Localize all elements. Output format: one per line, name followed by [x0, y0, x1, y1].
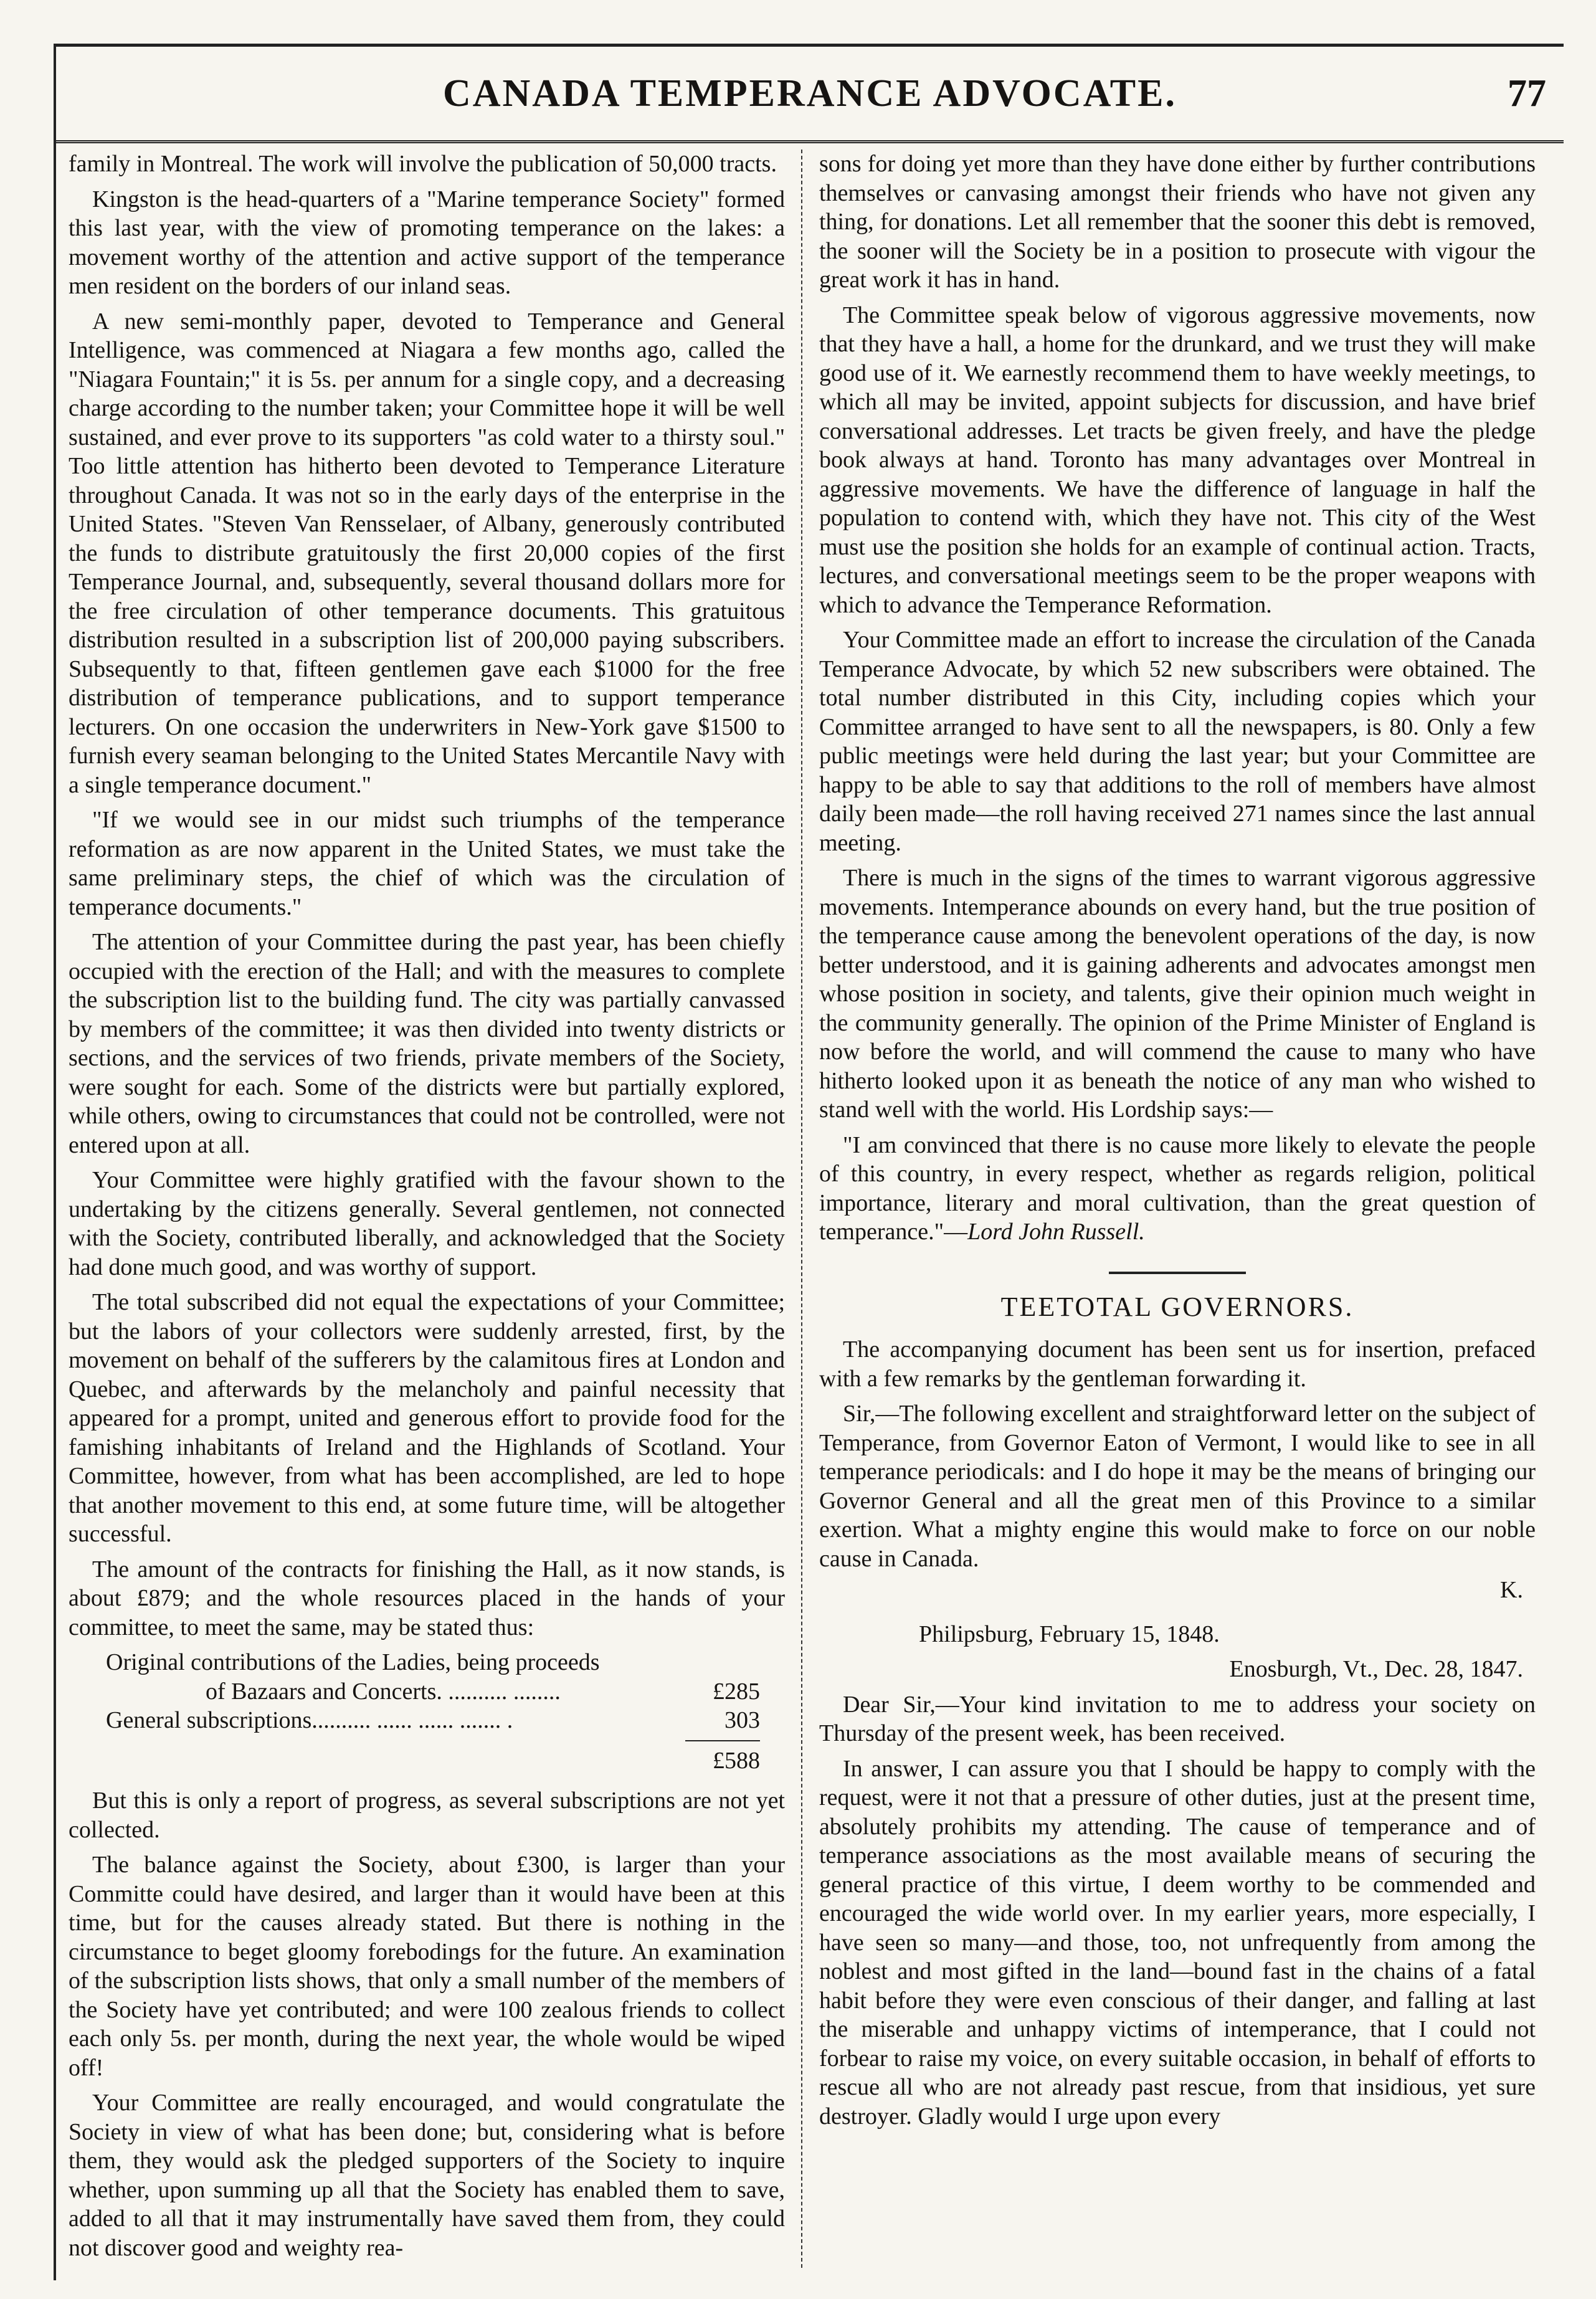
paragraph: Kingston is the head-quarters of a "Marine temperance Society" formed this last year, with the view of promoting temperance on the lakes: a movement worthy of the attention and active support of the temperance men resident on the borders of our inland seas. — [69, 186, 785, 299]
paragraph: "If we would see in our midst such triumphs of the temperance reformation as are now apparent in the United States, we must take the same preliminary steps, the chief of which was the circulation of temperance documents." — [69, 807, 785, 920]
paragraph: The amount of the contracts for finishing the Hall, as it now stands, is about £879; and the whole resources placed in the hands of your committee, to meet the same, may be stated thus: — [69, 1556, 785, 1640]
sum-rule — [685, 1740, 760, 1741]
paragraph: sons for doing yet more than they have done either by further contributions themselves or canvasing amongst their friends who have not given any thing, for donations. Let all remember that the sooner this debt is removed, the sooner will the Society be in a position to prosecute with vigour the great work it has in hand. — [819, 151, 1536, 293]
paragraph: The attention of your Committee during the past year, has been chiefly occupied with the erection of the Hall; and with the measures to complete the subscription list to the building fund. The city was partially canvassed by members of the committee; it was then divided into twenty districts or sections, and the services of two friends, private members of the Society, were sought for each. Some of the districts were but partially explored, while others, owing to circumstances that could not be controlled, were not entered upon at all. — [69, 929, 785, 1158]
table-row — [106, 1677, 785, 1706]
table-row — [106, 1648, 785, 1677]
newspaper-page — [54, 44, 1564, 2280]
right-column — [819, 150, 1536, 2268]
left-column — [69, 150, 785, 2268]
paragraph: Your Committee made an effort to increase the circulation of the Canada Temperance Advocate, by which 52 new subscribers were obtained. The total number distributed in this City, including copies which your Committee arranged to have sent to all the newspapers, is 80. Only a few public meetings were held during the last year; but your Committee are happy to be able to say that additions to the roll of members have almost daily been made—the roll having received 271 names since the last annual meeting. — [819, 627, 1536, 856]
paragraph: Your Committee are really encouraged, and would congratulate the Society in view of what has been done; but, considering what is before them, they would ask the pledged supporters of the Society to inquire whether, upon summing up all that the Society has enabled them to save, added to all that it may instrumentally have saved them from, they could not discover good and weighty rea- — [69, 2090, 785, 2261]
table-value: £285 — [713, 1678, 760, 1705]
quote-text: "I am convinced that there is no cause more likely to elevate the people of this country, in every respect, whether as regards religion, political importance, literary and moral cultivation, than the great question of temperance."— — [819, 1131, 1536, 1245]
paragraph: A new semi-monthly paper, devoted to Temperance and General Intelligence, was commenced at Niagara a few months ago, called the "Niagara Fountain;" it is 5s. per annum for a single copy, and a decreasing charge according to the number taken; your Committee hope it will be well sustained, and ever prove to its supporters "as cold water to a thirsty soul." Too little attention has hitherto been devoted to Temperance Literature throughout Canada. It was not so in the early days of the enterprise in the United States. "Steven Van Rensselaer, of Albany, generously contributed the funds to distribute gratuitously the first 20,000 copies of the first Temperance Journal, and, subsequently, several thousand dollars more for the free circulation of other temperance documents. This gratuitous distribution resulted in a subscription list of 200,000 paying subscribers. Subsequently to that, fifteen gentlemen gave each $1000 for the free distribution of temperance publications, and to support temperance lecturers. On one occasion the underwriters in New-York gave $1500 to furnish every seaman belonging to the United States Mercantile Navy with a single temperance document." — [69, 308, 785, 798]
page-number: 77 — [1508, 72, 1546, 115]
place-date: Philipsburg, February 15, 1848. — [919, 1621, 1220, 1647]
table-row — [106, 1746, 785, 1776]
paragraph: But this is only a report of progress, as several subscriptions are not yet collected. — [69, 1787, 785, 1843]
quote-attribution: Lord John Russell. — [967, 1219, 1145, 1245]
paragraph: There is much in the signs of the times to warrant vigorous aggressive movements. Intemperance abounds on every hand, but the true position of the temperance cause among the benevolent operations of the day, is now better understood, and it is gaining adherents and advocates amongst men whose position in society, and talents, give their opinion much weight in the community generally. The opinion of the Prime Minister of England is now before the world, and will commend the cause to many who have hitherto looked upon it as beneath the notice of any man who wished to stand well with the world. His Lordship says:— — [819, 865, 1536, 1123]
paragraph: Your Committee were highly gratified with the favour shown to the undertaking by the citizens generally. Several gentlemen, not connected with the Society, contributed liberally, and acknowledged that the Society had done much good, and was worthy of support. — [69, 1167, 785, 1280]
publication-title: CANADA TEMPERANCE ADVOCATE. — [442, 72, 1177, 115]
table-row — [106, 1706, 785, 1735]
paragraph: The Committee speak below of vigorous aggressive movements, now that they have a hall, a home for the drunkard, and we trust they will make good use of it. We earnestly recommend them to have weekly meetings, to which all may be invited, appoint subjects for discussion, and have brief conversational addresses. Let tracts be given freely, and have the pledge book always at hand. Toronto has many advantages over Montreal in aggressive movements. We have the difference of language in half the population to contend with, which they have not. This city of the West must use the position she holds for an example of continual action. Tracts, lectures, and conversational meetings seem to be the proper weapons with which to advance the Temperance Reformation. — [819, 302, 1536, 618]
table-label: General subscriptions.......... ...... ...... ....... . — [106, 1707, 513, 1733]
paragraph: The total subscribed did not equal the expectations of your Committee; but the labors of your collectors were suddenly arrested, first, by the movement on behalf of the sufferers by the calamitous fires at London and Quebec, and afterwards by the melancholy and painful necessity that appeared for a prompt, united and generous effort to provide food for the famishing inhabitants of Ireland and the Highlands of Scotland. Your Committee, however, from what has been accomplished, are led to hope that another movement to this end, at some future time, will be altogether successful. — [69, 1289, 785, 1547]
paragraph: The balance against the Society, about £300, is larger than your Committe could have desired, and larger than it would have been at this time, but for the causes already stated. But there is nothing in the circumstance to beget gloomy forebodings for the future. An examination of the subscription lists shows, that only a small number of the members of the Society have yet contributed; and were 100 zealous friends to collect each only 5s. per month, during the next year, the whole would be wiped off! — [69, 1852, 785, 2081]
dateline: Enosburgh, Vt., Dec. 28, 1847. — [1229, 1656, 1523, 1682]
paragraph: Sir,—The following excellent and straightforward letter on the subject of Temperance, from Governor Eaton of Vermont, I would like to see in all temperance periodicals: and I do hope it may be the means of bringing our Governor General and all the great men of this Province to a similar exertion. What a mighty engine this would make to force on our noble cause in Canada. — [819, 1401, 1536, 1572]
page-header — [56, 44, 1564, 143]
column-divider — [801, 150, 802, 2268]
signature: K. — [1500, 1577, 1523, 1603]
table-value: 303 — [724, 1707, 760, 1733]
section-title: TEETOTAL GOVERNORS. — [1000, 1291, 1354, 1322]
table-label: of Bazaars and Concerts. .......... ........ — [206, 1678, 561, 1705]
table-label: Original contributions of the Ladies, being proceeds — [106, 1649, 600, 1675]
accounts-table — [106, 1648, 785, 1775]
section-rule — [1109, 1272, 1246, 1274]
paragraph: In answer, I can assure you that I should be happy to comply with the request, were it not that a pressure of other duties, just at the present time, absolutely prohibits my attending. The cause of temperance and of temperance associations as the most available means of securing the general practice of this virtue, I deem worthy to be commended and encouraged the wide world over. In my earlier years, more especially, I have seen so many—and those, too, not unfrequently from among the noblest and most gifted in the land—bound fast in the chains of a fatal habit before they were even conscious of their danger, and falling at last the miserable and unhappy victims of intemperance, that I could not forbear to raise my voice, on every suitable occasion, in behalf of efforts to rescue all who are not already past rescue, from that insidious, yet sure destroyer. Gladly would I urge upon every — [819, 1755, 1536, 2130]
quotation — [819, 1131, 1536, 1247]
paragraph: Dear Sir,—Your kind invitation to me to address your society on Thursday of the present week, has been received. — [819, 1691, 1536, 1746]
table-total: £588 — [713, 1747, 760, 1774]
paragraph: The accompanying document has been sent us for insertion, prefaced with a few remarks by the gentleman forwarding it. — [819, 1336, 1536, 1392]
paragraph: family in Montreal. The work will involve the publication of 50,000 tracts. — [69, 151, 777, 177]
